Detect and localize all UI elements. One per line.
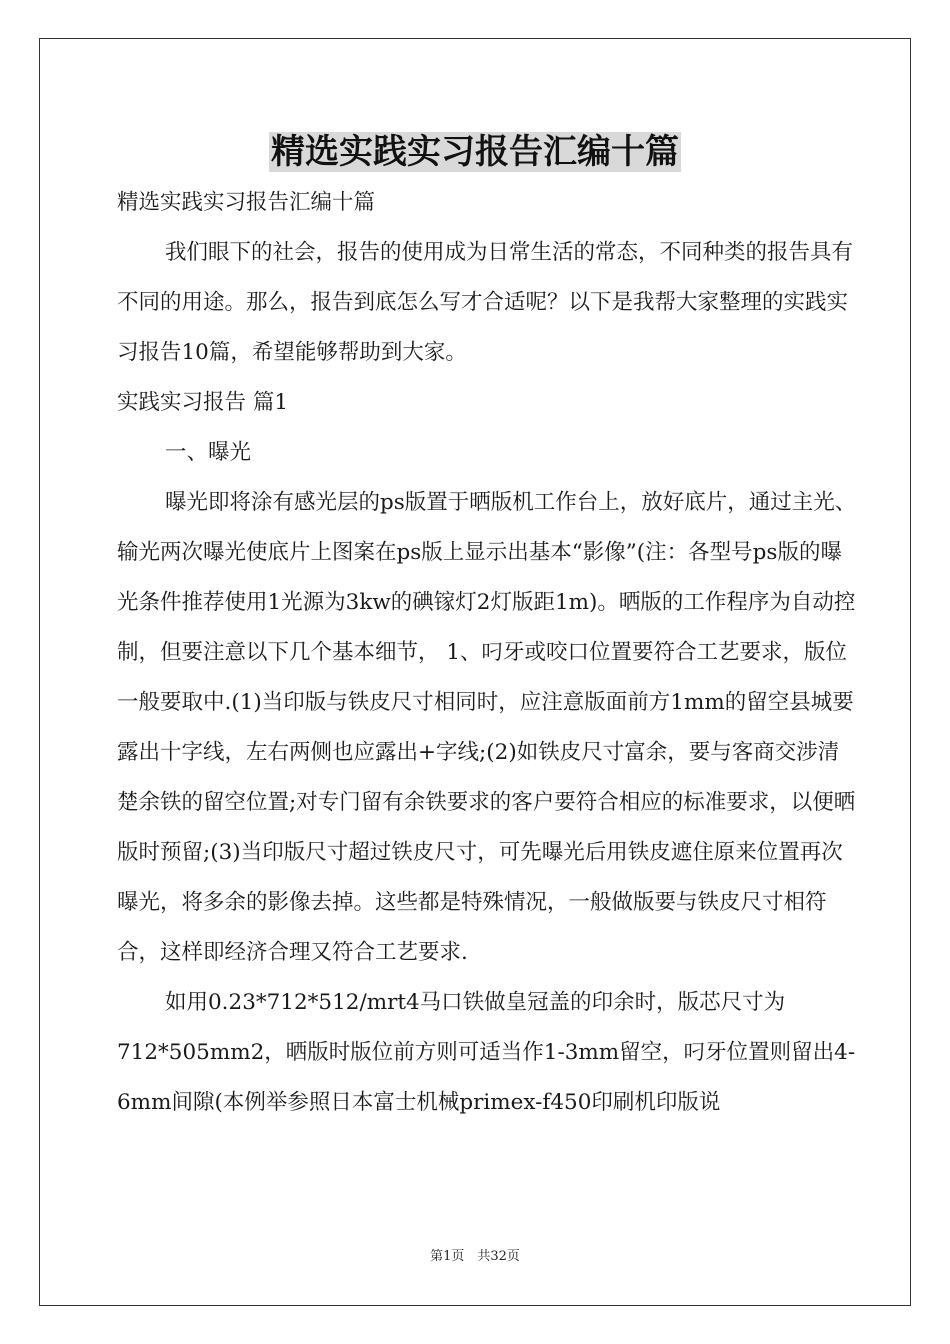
document-title: 精选实践实习报告汇编十篇 xyxy=(271,132,679,172)
intro-paragraph: 我们眼下的社会，报告的使用成为日常生活的常态，不同种类的报告具有不同的用途。那么，报告到底怎么写才合适呢？以下是我帮大家整理的实践实习报告10篇，希望能够帮助到大家。 xyxy=(117,240,854,365)
document-subtitle: 精选实践实习报告汇编十篇 xyxy=(117,190,376,215)
subheading: 一、曝光 xyxy=(165,440,252,465)
document-body xyxy=(117,178,857,1128)
section-heading: 实践实习报告 篇1 xyxy=(117,390,289,415)
body-paragraph-1: 曝光即将涂有感光层的ps版置于晒版机工作台上，放好底片，通过主光、输光两次曝光使底片上图案在ps版上显示出基本“影像”(注：各型号ps版的曝光条件推荐使用1光源为3kw的碘镓灯2灯版距1m)。晒版的工作程序为自动控制，但要注意以下几个基本细节， 1、叼牙或咬口位置要符合工艺要求，版位一般要取中.(1)当印版与铁皮尺寸相同时，应注意版面前方1mm的留空县城要露出十字线，左右两侧也应露出+字线;(2)如铁皮尺寸富余，要与客商交涉清楚余铁的留空位置;对专门留有余铁要求的客户要符合相应的标准要求，以便晒版时预留;(3)当印版尺寸超过铁皮尺寸，可先曝光后用铁皮遮住原来位置再次曝光，将多余的影像去掉。这些都是特殊情况，一般做版要与铁皮尺寸相符合，这样即经济合理又符合工艺要求. xyxy=(117,490,857,965)
page-footer: 第1页 共32页 xyxy=(430,1249,520,1264)
body-paragraph-2: 如用0.23*712*512/mrt4马口铁做皇冠盖的印余时，版芯尺寸为712*505mm2，晒版时版位前方则可适当作1-3mm留空，叼牙位置则留出4-6mm间隙(本例举参照日本富士机械primex-f450印刷机印版说 xyxy=(117,990,856,1115)
